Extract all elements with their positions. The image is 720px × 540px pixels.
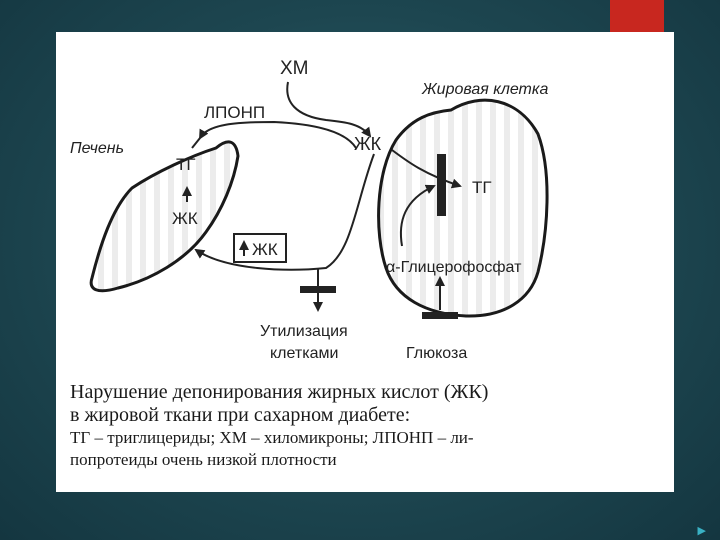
- label-xm: ХМ: [280, 58, 309, 79]
- label-glycerophosphate: α-Глицерофосфат: [386, 259, 522, 276]
- label-lponp: ЛПОНП: [204, 103, 266, 122]
- label-utilization-2: клетками: [270, 345, 339, 362]
- label-glucose: Глюкоза: [406, 345, 468, 362]
- label-fat-cell: Жировая клетка: [422, 81, 549, 98]
- label-utilization-1: Утилизация: [260, 323, 348, 340]
- label-liver: Печень: [70, 140, 124, 157]
- slide-marker-icon: ▶: [697, 525, 706, 537]
- block-bar-glucose: [422, 312, 458, 319]
- caption-line-1: Нарушение депонирования жирных кислот (ЖК): [70, 381, 489, 403]
- label-tg-fat: ТГ: [472, 178, 492, 197]
- fat-cell-shape: [379, 100, 547, 316]
- label-zhk-box: ЖК: [252, 240, 278, 259]
- arrow-xm-to-zhk: [287, 82, 370, 136]
- metabolism-diagram: [56, 32, 674, 377]
- block-bar-utilization: [300, 286, 336, 293]
- block-bar-fat-cell: [437, 154, 446, 216]
- label-zhk-center: ЖК: [354, 134, 382, 154]
- label-tg-liver: ТГ: [176, 155, 196, 174]
- arrow-lponp-segment: [192, 138, 200, 148]
- caption-line-3: ТГ – триглицериды; ХМ – хиломикроны; ЛПОНП – ли-: [70, 428, 474, 447]
- accent-block: [610, 0, 664, 32]
- caption-line-4: попротеиды очень низкой плотности: [70, 450, 337, 469]
- figure-caption: [70, 381, 666, 471]
- slide-content: [56, 32, 674, 492]
- label-zhk-liver: ЖК: [172, 209, 198, 228]
- liver-shape: [91, 142, 238, 291]
- caption-line-2: в жировой ткани при сахарном диабете:: [70, 404, 411, 426]
